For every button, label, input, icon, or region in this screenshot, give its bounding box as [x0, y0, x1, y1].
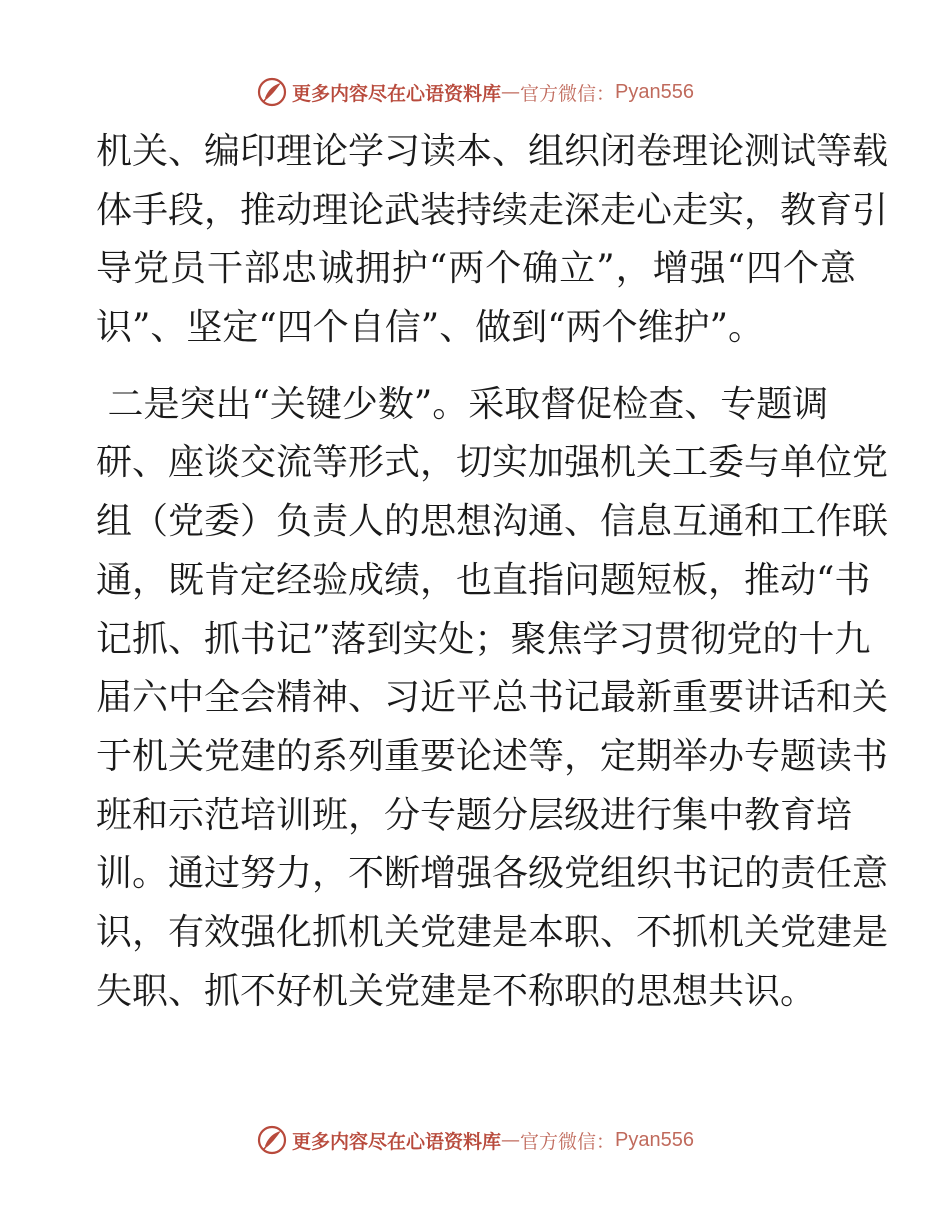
header-watermark [0, 72, 950, 112]
text-line: 二是突出“关键少数”。采取督促检查、专题调 [96, 383, 829, 425]
feather-pen-logo-icon [256, 76, 288, 108]
watermark-brand: 更多内容尽在心语资料库 [292, 1130, 502, 1153]
watermark-dash: — [501, 81, 521, 103]
document-body [96, 123, 889, 1021]
text-line: 训。通过努力，不断增强各级党组织书记的责任意 [96, 853, 889, 895]
text-line: 体手段，推动理论武装持续走深走心走实，教育引 [96, 189, 889, 231]
text-line: 研、座谈交流等形式，切实加强机关工委与单位党 [96, 442, 889, 484]
text-line: 班和示范培训班，分专题分层级进行集中教育培 [96, 794, 853, 836]
watermark-brand: 更多内容尽在心语资料库 [292, 82, 502, 105]
text-line: 于机关党建的系列重要论述等，定期举办专题读书 [96, 735, 889, 777]
text-line: 记抓、抓书记”落到实处；聚焦学习贯彻党的十九 [96, 618, 871, 660]
text-line: 届六中全会精神、习近平总书记最新重要讲话和关 [96, 677, 889, 719]
paragraph-2 [96, 376, 889, 1022]
text-line: 失职、抓不好机关党建是不称职的思想共识。 [96, 970, 817, 1012]
text-line: 导党员干部忠诚拥护“两个确立”，增强“四个意 [96, 248, 856, 290]
text-line: 通，既肯定经验成绩，也直指问题短板，推动“书 [96, 559, 871, 601]
footer-watermark [0, 1120, 950, 1160]
watermark-official: 官方微信： [520, 1130, 616, 1153]
text-line: 识”、坚定“四个自信”、做到“两个维护”。 [96, 307, 765, 349]
text-line: 机关、编印理论学习读本、组织闭卷理论测试等载 [96, 131, 889, 172]
watermark-official: 官方微信： [520, 82, 616, 105]
text-line: 识，有效强化抓机关党建是本职、不抓机关党建是 [96, 911, 889, 953]
paragraph-gap [96, 358, 856, 376]
watermark-account: Pyan556 [615, 1128, 694, 1151]
feather-pen-logo-icon [256, 1124, 288, 1156]
text-line: 组（党委）负责人的思想沟通、信息互通和工作联 [96, 501, 889, 543]
paragraph-1 [96, 123, 889, 358]
watermark-dash: — [501, 1129, 521, 1151]
watermark-account: Pyan556 [615, 80, 694, 103]
